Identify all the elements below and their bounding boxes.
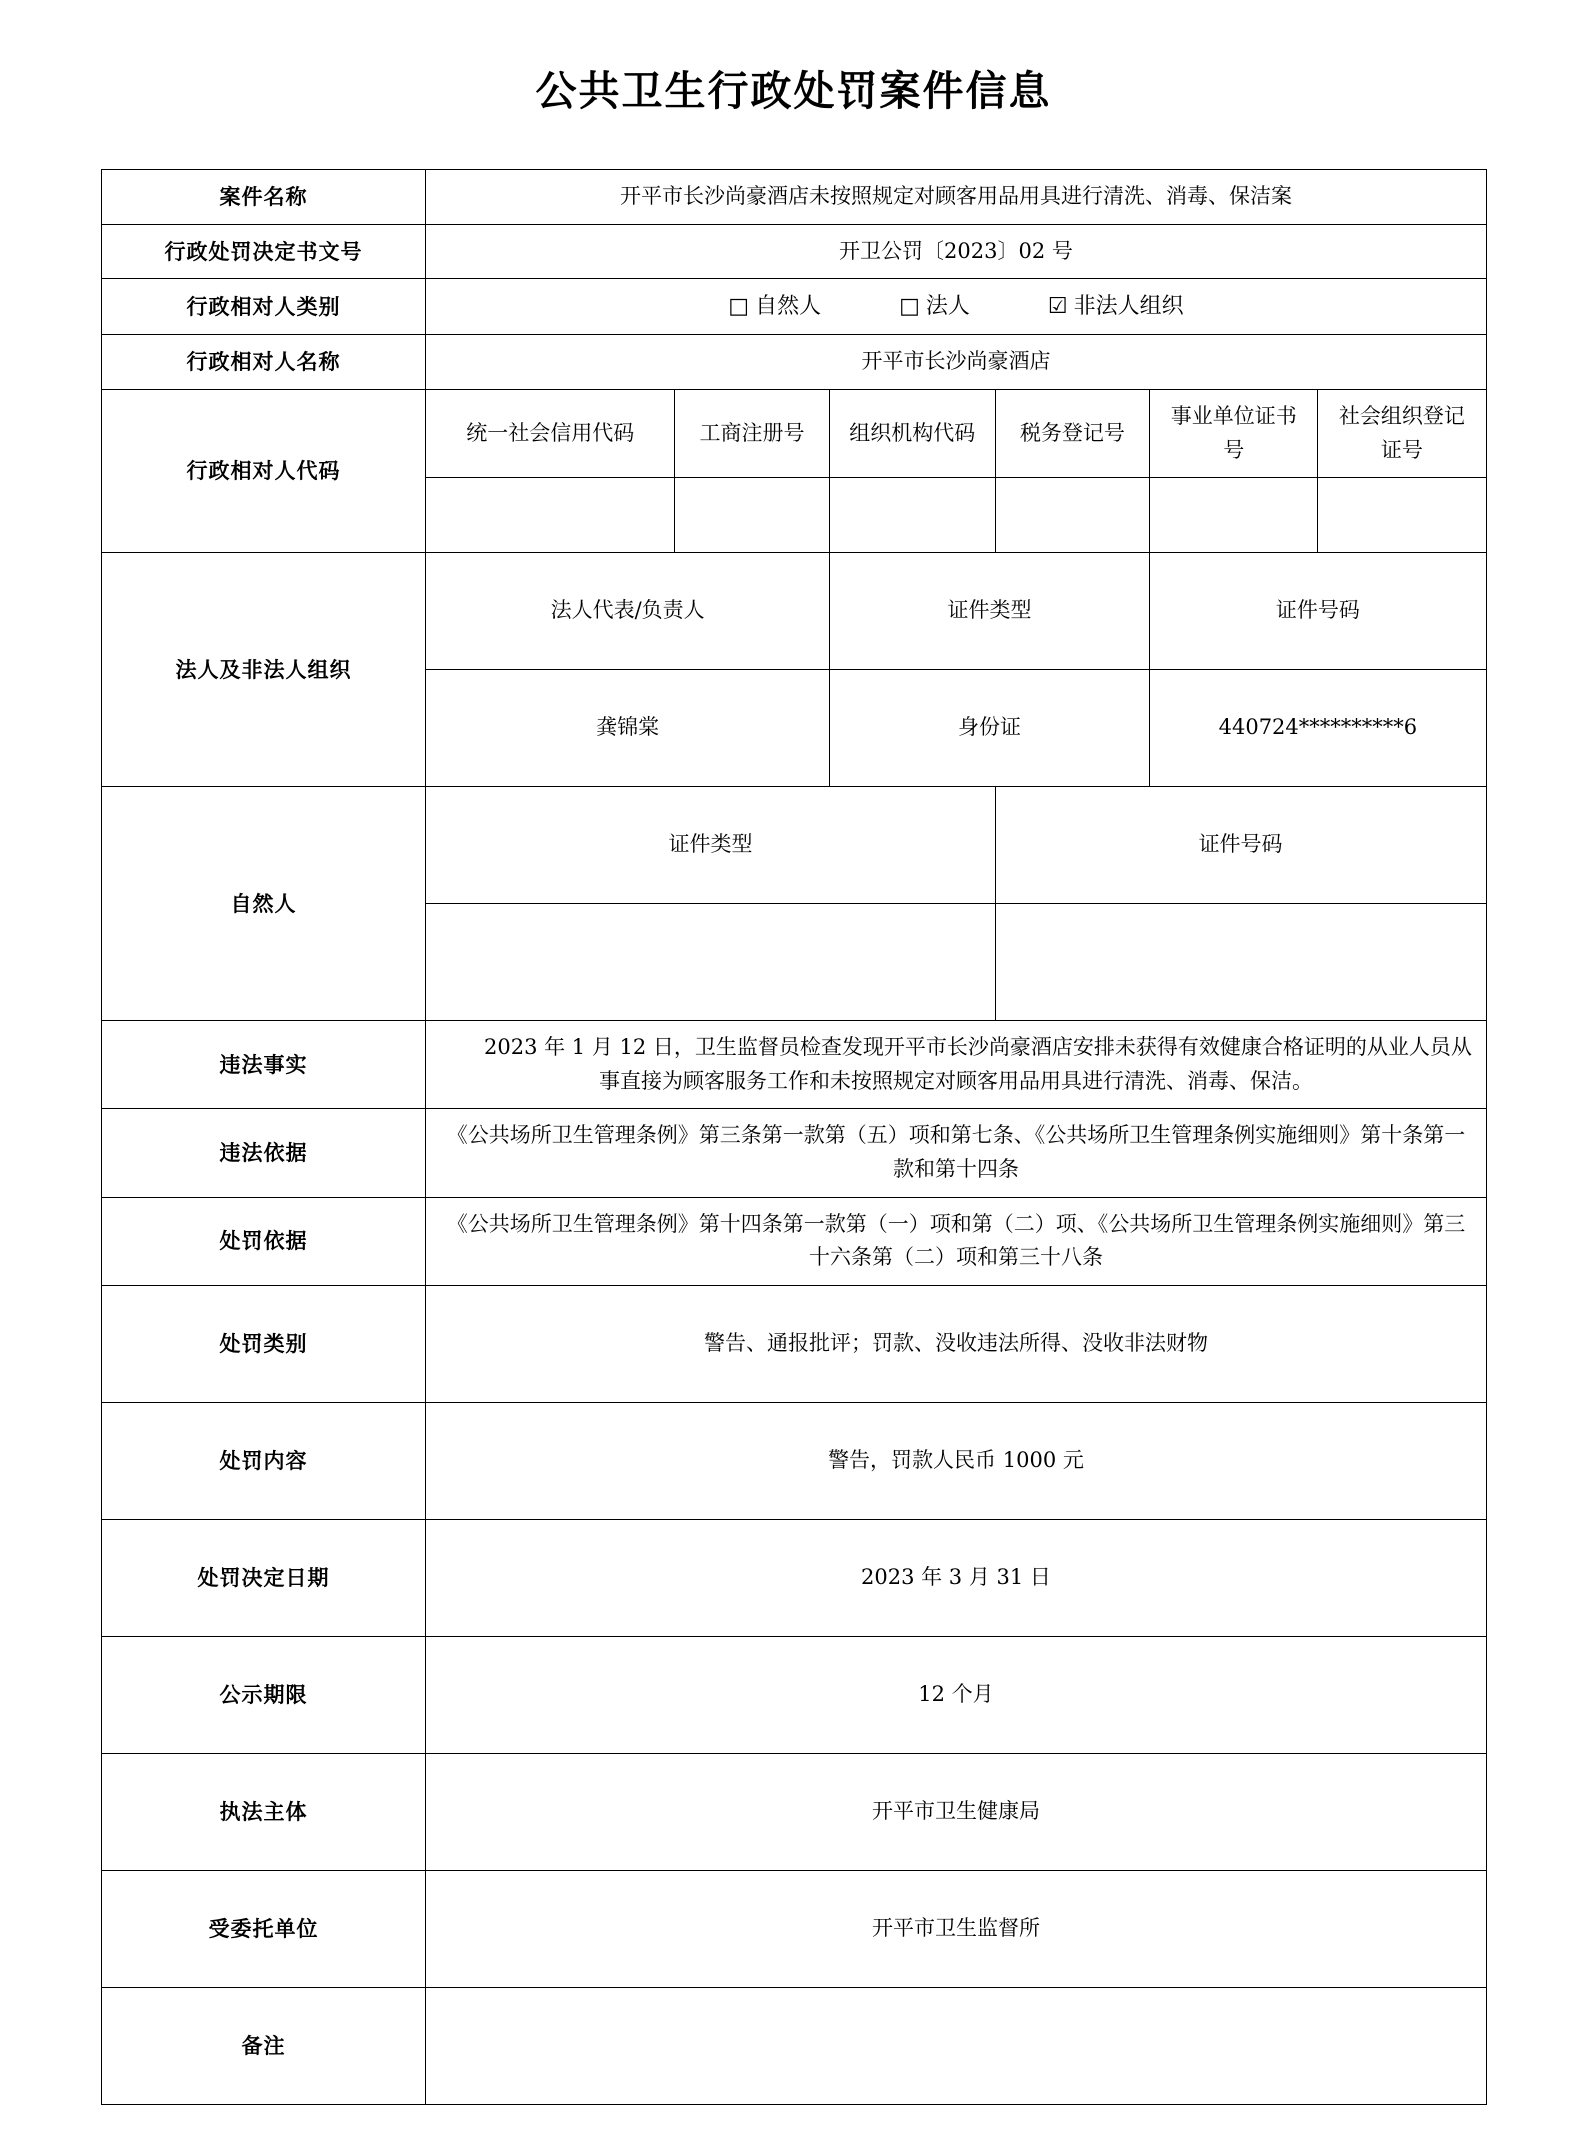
party-type-option-label: 法人 [925, 294, 970, 320]
party-type-option-unincorporated-org[interactable] [1048, 289, 1184, 324]
page-title: 公共卫生行政处罚案件信息 [535, 67, 1052, 115]
enforcement-subject-label: 执法主体 [101, 1753, 426, 1870]
party-code-header-tax-no: 税务登记号 [995, 389, 1150, 477]
penalty-content-value: 警告，罚款人民币 1000 元 [426, 1402, 1486, 1519]
legal-org-value-representative: 龚锦棠 [426, 670, 829, 787]
penalty-basis-value: 《公共场所卫生管理条例》第十四条第一款第（一）项和第（二）项、《公共场所卫生管理条例实施细则》第三十六条第（二）项和第三十八条 [426, 1197, 1486, 1285]
penalty-type-value: 警告、通报批评；罚款、没收违法所得、没收非法财物 [426, 1285, 1486, 1402]
illegal-basis-label: 违法依据 [101, 1109, 426, 1197]
remarks-label: 备注 [101, 1987, 426, 2104]
natural-person-value-id-number [995, 904, 1486, 1021]
enforcement-subject-value: 开平市卫生健康局 [426, 1753, 1486, 1870]
party-type-label: 行政相对人类别 [101, 279, 426, 335]
legal-org-value-id-number: 440724**********6 [1150, 670, 1486, 787]
checkbox-unchecked-icon[interactable]: □ [728, 293, 750, 319]
decision-no-value: 开卫公罚〔2023〕02 号 [426, 224, 1486, 279]
table-row [101, 1870, 1486, 1987]
penalty-basis-label: 处罚依据 [101, 1197, 426, 1285]
table-row [101, 1987, 1486, 2104]
party-code-header-org-code: 组织机构代码 [829, 389, 995, 477]
illegal-facts-value: 2023 年 1 月 12 日，卫生监督员检查发现开平市长沙尚豪酒店安排未获得有效健康合格证明的从业人员从事直接为顾客服务工作和未按照规定对顾客用品用具进行清洗、消毒、保洁。 [426, 1021, 1486, 1109]
party-type-option-label: 自然人 [755, 294, 822, 320]
natural-person-value-id-type [426, 904, 995, 1021]
party-code-value-credit-code [426, 478, 675, 553]
party-code-label: 行政相对人代码 [101, 389, 426, 552]
party-name-value: 开平市长沙尚豪酒店 [426, 335, 1486, 390]
table-row [101, 1197, 1486, 1285]
case-name-value: 开平市长沙尚豪酒店未按照规定对顾客用品用具进行清洗、消毒、保洁案 [426, 170, 1486, 225]
decision-date-label: 处罚决定日期 [101, 1519, 426, 1636]
party-code-header-social-org-cert-no: 社会组织登记证号 [1318, 389, 1486, 477]
entrusted-unit-label: 受委托单位 [101, 1870, 426, 1987]
party-code-value-org-code [829, 478, 995, 553]
case-name-label: 案件名称 [101, 170, 426, 225]
legal-org-label: 法人及非法人组织 [101, 553, 426, 787]
table-row [101, 1753, 1486, 1870]
party-type-value [426, 279, 1486, 335]
table-row [101, 224, 1486, 279]
publicity-period-label: 公示期限 [101, 1636, 426, 1753]
checkbox-checked-icon[interactable]: ☑ [1047, 293, 1068, 319]
remarks-value [426, 1987, 1486, 2104]
party-code-header-credit-code: 统一社会信用代码 [426, 389, 675, 477]
table-row [101, 787, 1486, 904]
natural-person-label: 自然人 [101, 787, 426, 1021]
decision-date-value: 2023 年 3 月 31 日 [426, 1519, 1486, 1636]
table-row [101, 1519, 1486, 1636]
penalty-type-label: 处罚类别 [101, 1285, 426, 1402]
party-type-option-label: 非法人组织 [1073, 294, 1184, 320]
legal-org-header-representative: 法人代表/负责人 [426, 553, 829, 670]
party-code-header-business-reg-no: 工商注册号 [675, 389, 830, 477]
illegal-basis-value: 《公共场所卫生管理条例》第三条第一款第（五）项和第七条、《公共场所卫生管理条例实施细则》第十条第一款和第十四条 [426, 1109, 1486, 1197]
table-row [101, 1109, 1486, 1197]
table-row [101, 553, 1486, 670]
party-code-header-institution-cert-no: 事业单位证书号 [1150, 389, 1318, 477]
party-code-value-institution-cert-no [1150, 478, 1318, 553]
decision-no-label: 行政处罚决定书文号 [101, 224, 426, 279]
party-type-option-legal-person[interactable] [899, 289, 970, 324]
natural-person-header-id-type: 证件类型 [426, 787, 995, 904]
table-row [101, 1402, 1486, 1519]
legal-org-header-id-type: 证件类型 [829, 553, 1149, 670]
party-type-option-natural-person[interactable] [728, 289, 821, 324]
publicity-period-value: 12 个月 [426, 1636, 1486, 1753]
table-row [101, 279, 1486, 335]
legal-org-header-id-number: 证件号码 [1150, 553, 1486, 670]
penalty-info-table [101, 169, 1487, 2105]
table-row [101, 1285, 1486, 1402]
natural-person-header-id-number: 证件号码 [995, 787, 1486, 904]
table-row [101, 335, 1486, 390]
table-row [101, 170, 1486, 225]
penalty-content-label: 处罚内容 [101, 1402, 426, 1519]
checkbox-unchecked-icon[interactable]: □ [899, 293, 920, 319]
illegal-facts-label: 违法事实 [101, 1021, 426, 1109]
entrusted-unit-value: 开平市卫生监督所 [426, 1870, 1486, 1987]
party-code-value-business-reg-no [675, 478, 830, 553]
table-row [101, 1021, 1486, 1109]
party-name-label: 行政相对人名称 [101, 335, 426, 390]
party-code-value-social-org-cert-no [1318, 478, 1486, 553]
table-row [101, 389, 1486, 477]
legal-org-value-id-type: 身份证 [829, 670, 1149, 787]
table-row [101, 1636, 1486, 1753]
party-code-value-tax-no [995, 478, 1150, 553]
